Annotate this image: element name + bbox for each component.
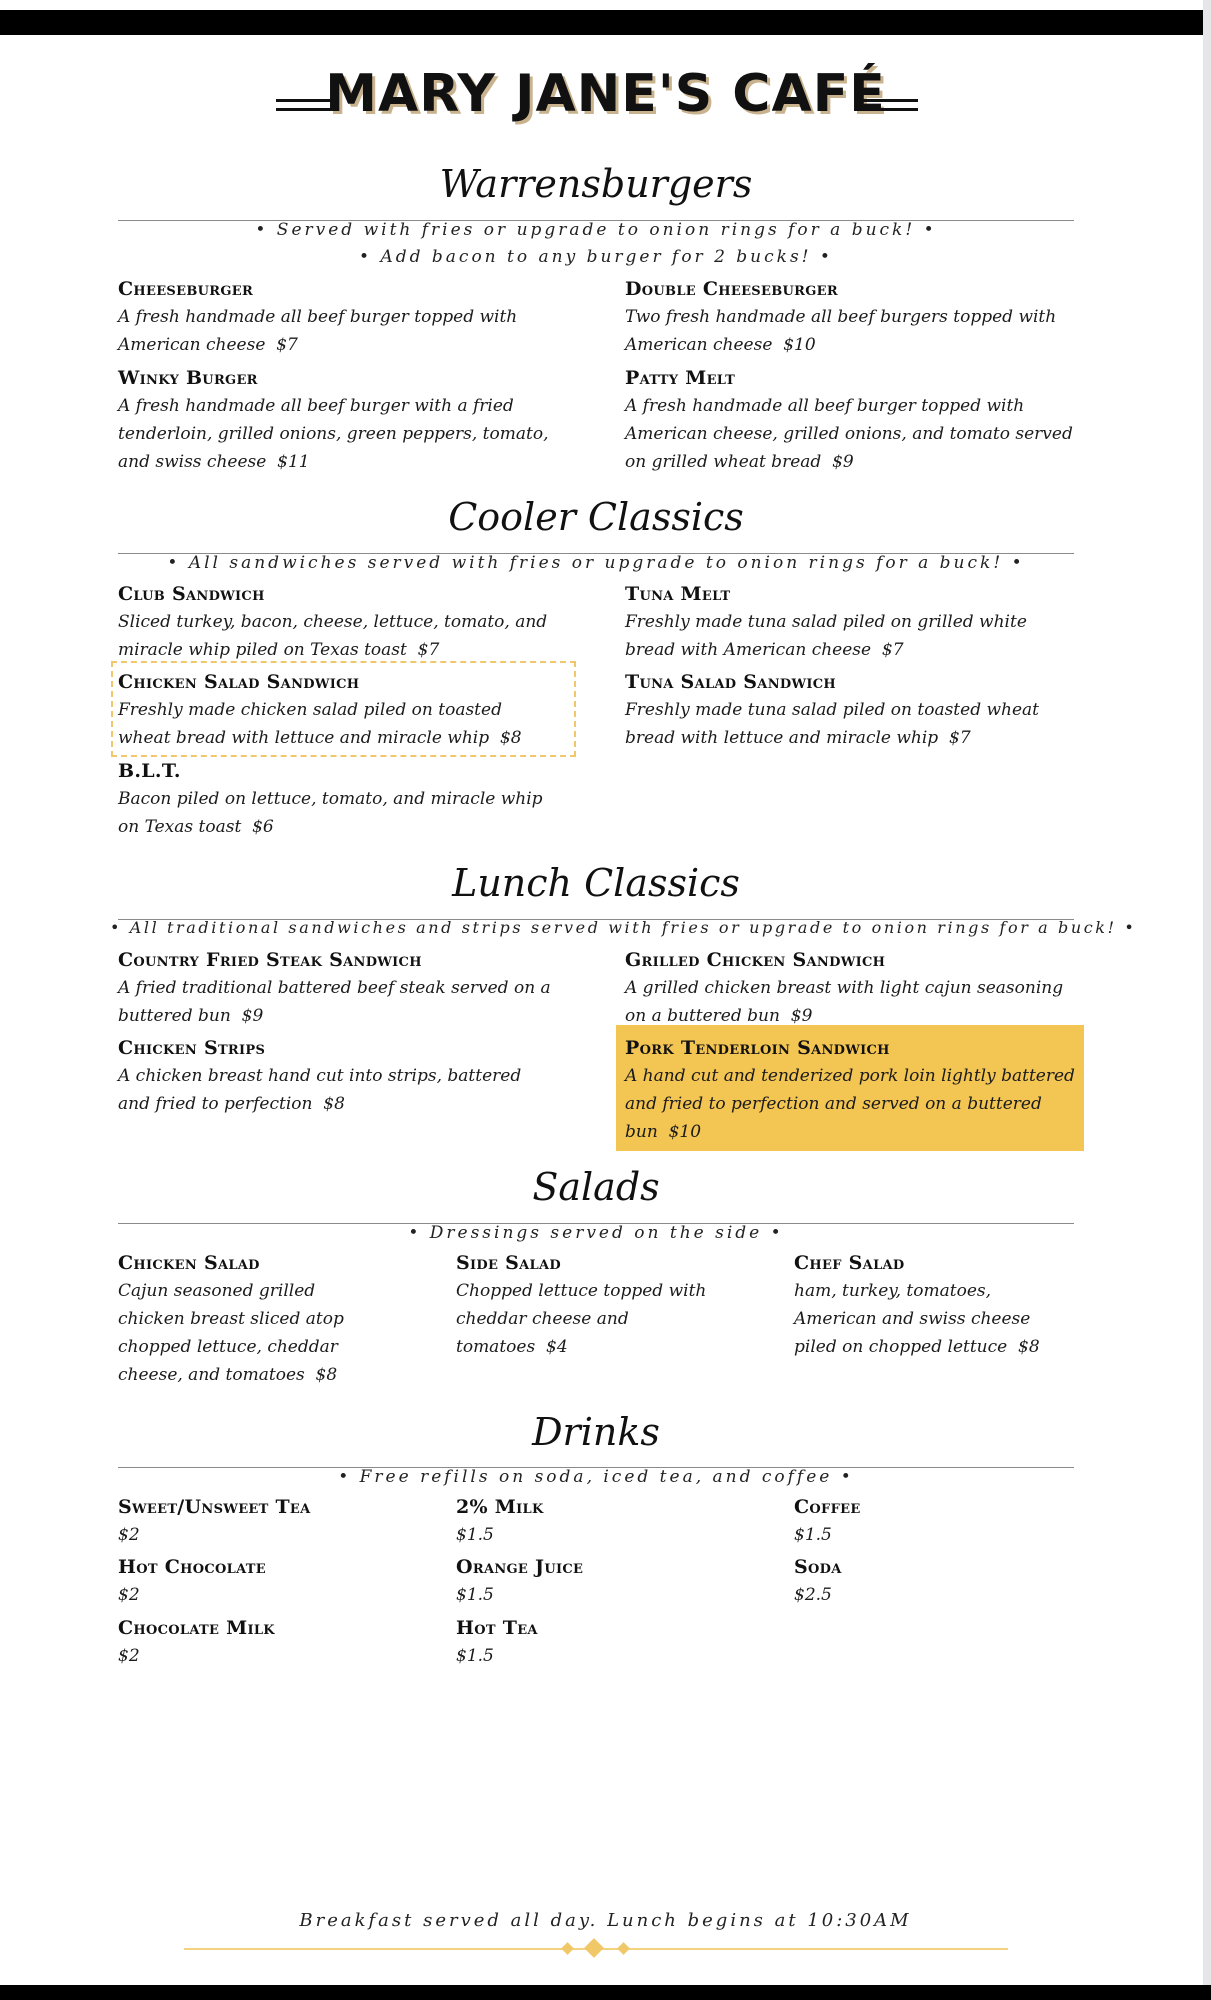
item-price: $1.5 (456, 1525, 494, 1545)
item-price: $7 (276, 335, 298, 355)
item-name: Winky Burger (118, 367, 258, 389)
title-container (0, 64, 1211, 124)
item-name: Chicken Salad (118, 1252, 260, 1274)
title-rule-right (856, 99, 918, 111)
diamond-small-left-icon (561, 1942, 574, 1955)
item-desc-text: Bacon piled on lettuce, tomato, and miracle whip on Texas toast (118, 789, 543, 837)
drink-soda (794, 1553, 1074, 1609)
item-desc (118, 1277, 380, 1389)
item-desc (118, 974, 558, 1030)
menu-item-pork-tenderloin-sandwich (625, 1034, 1075, 1146)
item-name: Cheeseburger (118, 278, 254, 300)
item-desc (118, 1062, 558, 1118)
item-desc (625, 1062, 1075, 1146)
item-price: $7 (949, 728, 971, 748)
item-price: $9 (241, 1006, 264, 1026)
menu-item-chicken-salad (118, 1249, 380, 1389)
item-desc (118, 392, 558, 476)
menu-item-chicken-salad-sandwich (118, 668, 558, 752)
item-desc-text: Freshly made tuna salad piled on toasted wheat bread with lettuce and miracle whip (625, 700, 1040, 748)
note-burgers-1: • Served with fries or upgrade to onion rings for a buck! • (255, 220, 937, 240)
item-price: $11 (277, 452, 310, 472)
note-lunch-1: • All traditional sandwiches and strips served with fries or upgrade to onion rings for a buck! • (110, 918, 1137, 937)
item-name: Pork Tenderloin Sandwich (625, 1037, 890, 1059)
item-desc (794, 1277, 1074, 1361)
item-name: Patty Melt (625, 367, 736, 389)
item-price: $9 (790, 1006, 813, 1026)
item-price: $8 (1018, 1337, 1040, 1357)
diamond-small-right-icon (617, 1942, 630, 1955)
footer-note: Breakfast served all day. Lunch begins at 10:30AM (299, 1910, 912, 1931)
item-price: $10 (783, 335, 816, 355)
item-name: Tuna Salad Sandwich (625, 671, 836, 693)
menu-item-tuna-salad-sandwich (625, 668, 1075, 752)
item-name: Grilled Chicken Sandwich (625, 949, 886, 971)
menu-item-double-cheeseburger (625, 275, 1075, 359)
item-price: $8 (499, 728, 522, 748)
item-desc (625, 696, 1075, 752)
drink-hot-tea (456, 1614, 756, 1670)
item-name: Chocolate Milk (118, 1617, 275, 1639)
item-name: Tuna Melt (625, 583, 731, 605)
item-price: $7 (417, 640, 440, 660)
page-title: MARY JANE'S CAFÉ (325, 64, 886, 124)
item-desc-text: ham, turkey, tomatoes, American and swiss cheese piled on chopped lettuce (794, 1281, 1031, 1357)
menu-item-patty-melt (625, 364, 1075, 476)
menu-item-chicken-strips (118, 1034, 558, 1118)
item-price: $2 (118, 1585, 140, 1605)
item-desc (625, 303, 1075, 359)
item-desc-text: A hand cut and tenderized pork loin lightly battered and fried to perfection and served on a buttered bun (625, 1066, 1075, 1142)
menu-item-tuna-melt (625, 580, 1075, 664)
note-cooler-1: • All sandwiches served with fries or upgrade to onion rings for a buck! • (167, 553, 1025, 573)
item-desc-text: A fried traditional battered beef steak served on a buttered bun (118, 978, 551, 1026)
item-desc-text: A fresh handmade all beef burger topped with American cheese, grilled onions, and tomato served on grilled wheat bread (625, 396, 1073, 472)
note-drinks-1: • Free refills on soda, iced tea, and coffee • (338, 1467, 854, 1487)
item-price: $1.5 (794, 1525, 832, 1545)
section-title-lunch: Lunch Classics (452, 861, 740, 905)
menu-item-cheeseburger (118, 275, 558, 359)
item-price: $8 (315, 1365, 338, 1385)
item-desc (118, 303, 558, 359)
item-name: Side Salad (456, 1252, 561, 1274)
item-desc-text: Freshly made chicken salad piled on toasted wheat bread with lettuce and miracle whip (118, 700, 502, 748)
section-title-salads: Salads (532, 1165, 660, 1209)
item-desc (625, 608, 1075, 664)
drink-coffee (794, 1493, 1074, 1549)
note-salads-1: • Dressings served on the side • (408, 1223, 784, 1243)
item-desc (625, 974, 1075, 1030)
menu-item-country-fried-steak (118, 946, 558, 1030)
item-price: $4 (546, 1337, 568, 1357)
section-title-drinks: Drinks (532, 1410, 660, 1454)
item-name: Country Fried Steak Sandwich (118, 949, 422, 971)
drink-orange-juice (456, 1553, 756, 1609)
bottom-bar (0, 1985, 1211, 2000)
item-desc (625, 392, 1075, 476)
page-edge (1203, 0, 1211, 2000)
item-desc (118, 696, 558, 752)
drink-chocolate-milk (118, 1614, 418, 1670)
item-desc (118, 785, 558, 841)
item-price: $8 (323, 1094, 345, 1114)
item-name: Club Sandwich (118, 583, 265, 605)
item-name: B.L.T. (118, 760, 181, 782)
section-title-cooler: Cooler Classics (448, 495, 744, 539)
item-price: $9 (832, 452, 854, 472)
section-title-burgers: Warrensburgers (439, 162, 753, 206)
item-price: $2 (118, 1525, 140, 1545)
item-name: Chicken Salad Sandwich (118, 671, 360, 693)
item-price: $7 (881, 640, 904, 660)
item-desc (118, 608, 558, 664)
item-name: Orange Juice (456, 1556, 584, 1578)
item-name: Chef Salad (794, 1252, 905, 1274)
menu-item-winky-burger (118, 364, 558, 476)
top-bar (0, 10, 1211, 35)
item-desc-text: A fresh handmade all beef burger topped with American cheese (118, 307, 518, 355)
item-name: Sweet/Unsweet Tea (118, 1496, 311, 1518)
item-price: $1.5 (456, 1585, 494, 1605)
note-burgers-2: • Add bacon to any burger for 2 bucks! • (359, 247, 833, 267)
item-desc-text: Freshly made tuna salad piled on grilled white bread with American cheese (625, 612, 1027, 660)
menu-item-side-salad (456, 1249, 718, 1361)
drink-2-percent-milk (456, 1493, 756, 1549)
item-desc-text: A chicken breast hand cut into strips, battered and fried to perfection (118, 1066, 522, 1114)
diamond-large-icon (584, 1938, 604, 1958)
item-name: Coffee (794, 1496, 861, 1518)
menu-item-blt (118, 757, 558, 841)
item-price: $10 (668, 1122, 702, 1142)
item-name: Hot Tea (456, 1617, 538, 1639)
drink-hot-chocolate (118, 1553, 418, 1609)
item-name: Soda (794, 1556, 842, 1578)
item-name: 2% Milk (456, 1496, 544, 1518)
item-name: Chicken Strips (118, 1037, 266, 1059)
item-name: Double Cheeseburger (625, 278, 838, 300)
menu-item-chef-salad (794, 1249, 1074, 1361)
item-price: $6 (252, 817, 274, 837)
menu-item-club-sandwich (118, 580, 558, 664)
menu-item-grilled-chicken-sandwich (625, 946, 1075, 1030)
item-desc-text: A grilled chicken breast with light cajun seasoning on a buttered bun (625, 978, 1064, 1026)
item-price: $2 (118, 1646, 140, 1666)
item-desc-text: Two fresh handmade all beef burgers topped with American cheese (625, 307, 1057, 355)
item-price: $2.5 (794, 1585, 832, 1605)
item-desc-text: Chopped lettuce topped with cheddar cheese and tomatoes (456, 1281, 707, 1357)
item-desc-text: A fresh handmade all beef burger with a fried tenderloin, grilled onions, green peppers, tomato, and swiss cheese (118, 396, 549, 472)
item-name: Hot Chocolate (118, 1556, 266, 1578)
item-price: $1.5 (456, 1646, 494, 1666)
item-desc-text: Cajun seasoned grilled chicken breast sliced atop chopped lettuce, cheddar cheese, and tomatoes (118, 1281, 344, 1385)
item-desc (456, 1277, 718, 1361)
drink-sweet-unsweet-tea (118, 1493, 418, 1549)
item-desc-text: Sliced turkey, bacon, cheese, lettuce, tomato, and miracle whip piled on Texas toast (118, 612, 548, 660)
